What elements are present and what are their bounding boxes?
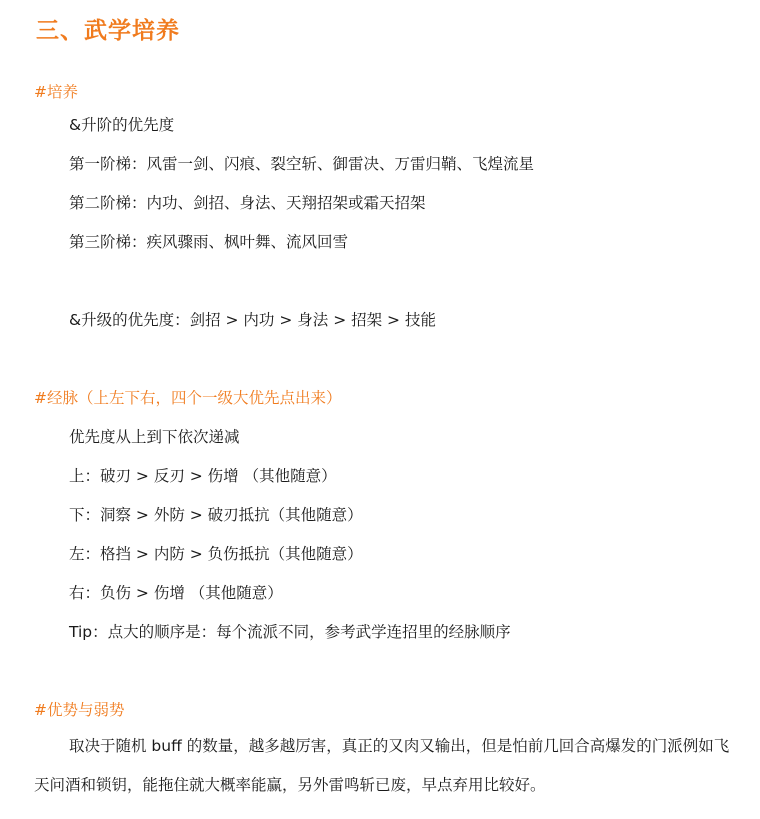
meridian-up-line: 上：破刃 > 反刃 > 伤增 （其他随意） bbox=[69, 467, 337, 485]
ascension-priority-title: &升阶的优先度 bbox=[69, 116, 175, 134]
meridian-right-line: 右：负伤 > 伤增 （其他随意） bbox=[69, 584, 283, 602]
meridian-tip-line: Tip：点大的顺序是：每个流派不同，参考武学连招里的经脉顺序 bbox=[69, 623, 511, 641]
tier-three-line: 第三阶梯：疾风骤雨、枫叶舞、流风回雪 bbox=[69, 233, 349, 251]
pros-cons-heading: #优势与弱势 bbox=[34, 701, 125, 719]
upgrade-priority-line: &升级的优先度：剑招 > 内功 > 身法 > 招架 > 技能 bbox=[69, 311, 436, 329]
tier-one-line: 第一阶梯：风雷一剑、闪痕、裂空斩、御雷决、万雷归鞘、飞煌流星 bbox=[69, 155, 535, 173]
pros-cons-paragraph: 取决于随机 buff 的数量，越多越厉害，真正的又肉又输出，但是怕前几回合高爆发的门派例如飞天问酒和锁钥，能拖住就大概率能赢，另外雷鸣斩已废，早点弃用比较好。 bbox=[34, 737, 730, 794]
meridian-down-line: 下：洞察 > 外防 > 破刃抵抗（其他随意） bbox=[69, 506, 363, 524]
meridians-heading: #经脉（上左下右，四个一级大优先点出来） bbox=[34, 389, 342, 407]
meridian-left-line: 左：格挡 > 内防 > 负伤抵抗（其他随意） bbox=[69, 545, 363, 563]
tier-two-line: 第二阶梯：内功、剑招、身法、天翔招架或霜天招架 bbox=[69, 194, 426, 212]
meridian-priority-note: 优先度从上到下依次递减 bbox=[69, 428, 240, 446]
section-title: 三、武学培养 bbox=[36, 18, 180, 44]
cultivation-heading: #培养 bbox=[34, 83, 78, 101]
